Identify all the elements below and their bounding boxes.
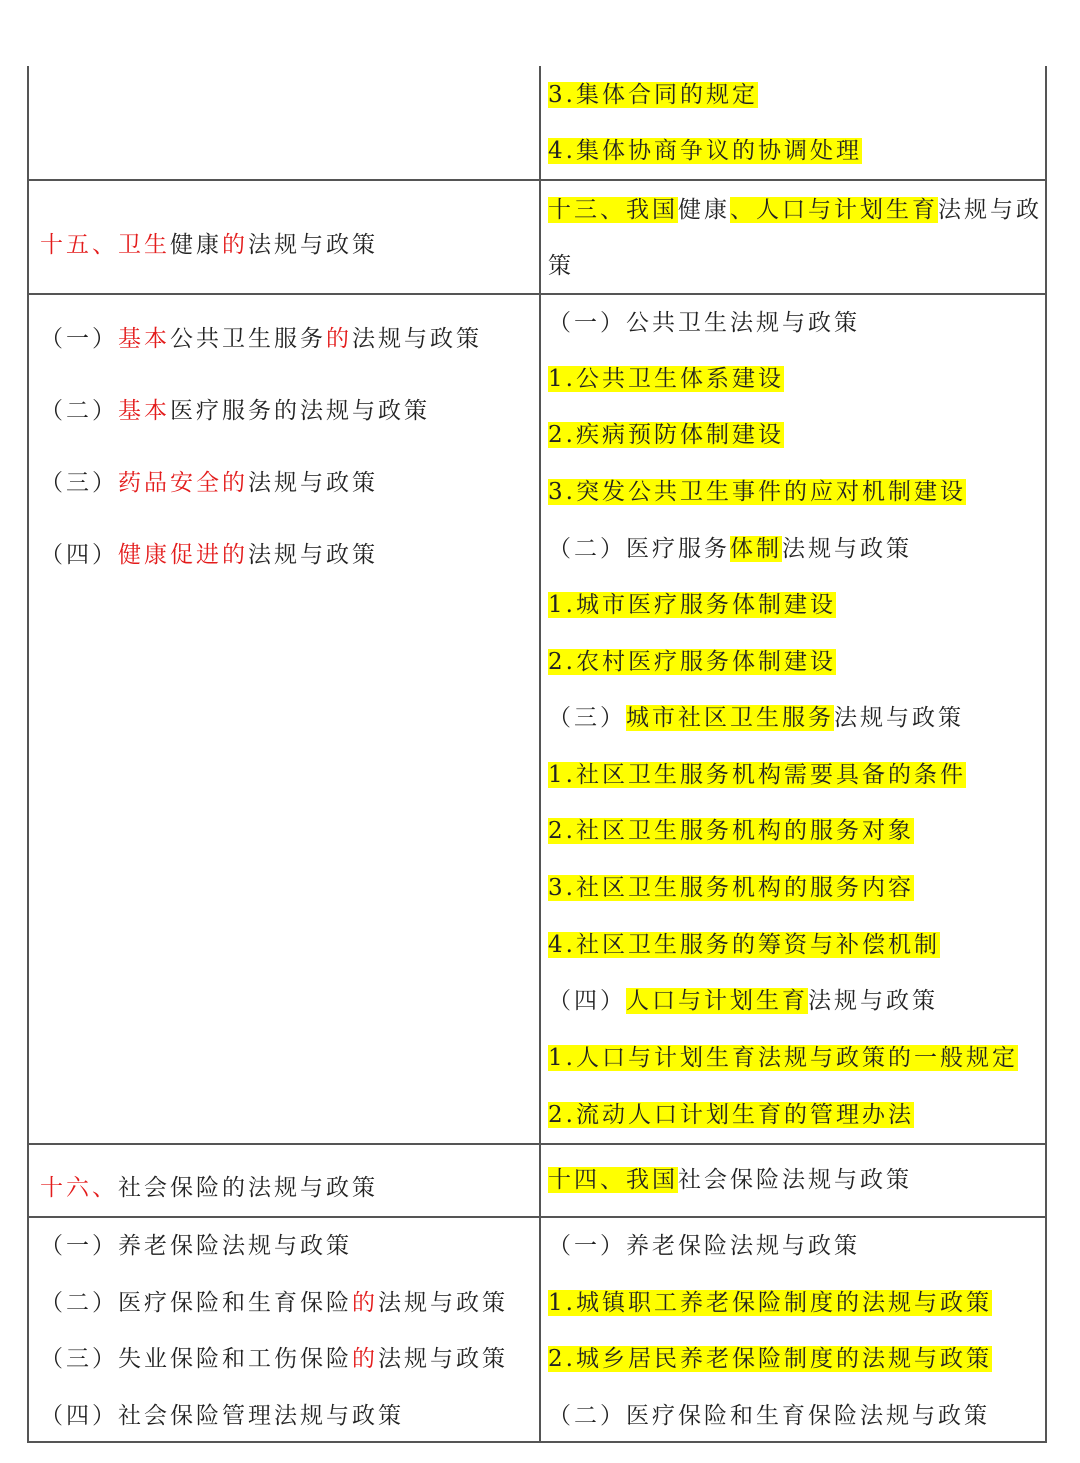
list-item: 2.社区卫生服务机构的服务对象	[548, 818, 914, 844]
list-item: 1.人口与计划生育法规与政策的一般规定	[548, 1045, 1018, 1071]
section-heading: 十五、卫生健康的法规与政策	[40, 232, 378, 258]
list-item: （三）失业保险和工伤保险的法规与政策	[40, 1346, 508, 1372]
list-item: 2.流动人口计划生育的管理办法	[548, 1102, 914, 1128]
section-heading: 十六、社会保险的法规与政策	[40, 1175, 378, 1201]
subsection-heading: （三）城市社区卫生服务法规与政策	[548, 705, 964, 731]
row-divider-3	[29, 1143, 1045, 1145]
row-divider-4	[29, 1216, 1045, 1218]
list-item: 4.集体协商争议的协调处理	[548, 138, 862, 164]
section-heading-cont: 策	[548, 253, 574, 279]
list-item: 2.疾病预防体制建设	[548, 422, 784, 448]
list-item: （一）养老保险法规与政策	[40, 1233, 352, 1259]
list-item: 1.社区卫生服务机构需要具备的条件	[548, 762, 966, 788]
list-item: （四）健康促进的法规与政策	[40, 542, 378, 568]
list-item: （四）社会保险管理法规与政策	[40, 1403, 404, 1429]
row-divider-1	[29, 179, 1045, 181]
list-item: 3.集体合同的规定	[548, 82, 758, 108]
column-divider	[539, 66, 541, 1441]
list-item: 2.农村医疗服务体制建设	[548, 649, 836, 675]
list-item: 1.城市医疗服务体制建设	[548, 592, 836, 618]
row-divider-2	[29, 293, 1045, 295]
list-item: （一）基本公共卫生服务的法规与政策	[40, 326, 482, 352]
list-item: 1.城镇职工养老保险制度的法规与政策	[548, 1290, 992, 1316]
list-item: 3.突发公共卫生事件的应对机制建设	[548, 479, 966, 505]
list-item: 1.公共卫生体系建设	[548, 366, 784, 392]
list-item: 2.城乡居民养老保险制度的法规与政策	[548, 1346, 992, 1372]
section-heading: 十三、我国健康、人口与计划生育法规与政	[548, 197, 1042, 223]
subsection-heading: （二）医疗服务体制法规与政策	[548, 536, 912, 562]
subsection-heading: （一）养老保险法规与政策	[548, 1233, 860, 1259]
section-heading: 十四、我国社会保险法规与政策	[548, 1167, 912, 1193]
list-item: （二）基本医疗服务的法规与政策	[40, 398, 430, 424]
subsection-heading: （一）公共卫生法规与政策	[548, 310, 860, 336]
subsection-heading: （二）医疗保险和生育保险法规与政策	[548, 1403, 990, 1429]
list-item: 4.社区卫生服务的筹资与补偿机制	[548, 932, 940, 958]
list-item: （二）医疗保险和生育保险的法规与政策	[40, 1290, 508, 1316]
list-item: 3.社区卫生服务机构的服务内容	[548, 875, 914, 901]
list-item: （三）药品安全的法规与政策	[40, 470, 378, 496]
subsection-heading: （四）人口与计划生育法规与政策	[548, 988, 938, 1014]
